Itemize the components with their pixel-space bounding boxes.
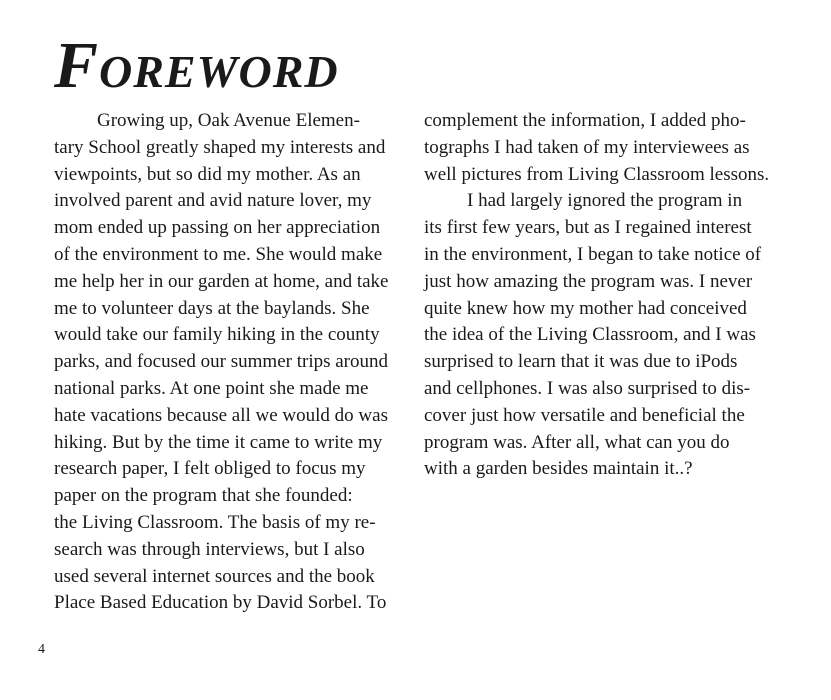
text-line: Place Based Education by David Sorbel. To: [54, 592, 387, 614]
text-line: me help her in our garden at home, and take: [54, 270, 389, 292]
text-line: paper on the program that she founded:: [54, 485, 353, 507]
text-line: search was through interviews, but I also: [54, 538, 365, 560]
text-line: mom ended up passing on her appreciation: [54, 217, 381, 239]
text-line: in the environment, I began to take notice of: [424, 243, 762, 265]
page-title: Foreword: [54, 29, 339, 102]
text-line: its first few years, but as I regained interest: [424, 217, 752, 239]
text-line: tographs I had taken of my interviewees as: [424, 136, 750, 158]
text-line: me to volunteer days at the baylands. She: [54, 297, 370, 319]
text-line: parks, and focused our summer trips around: [54, 351, 389, 373]
text-line: tary School greatly shaped my interests and: [54, 136, 386, 158]
text-line: the Living Classroom. The basis of my re-: [54, 511, 376, 533]
right-column: [424, 108, 780, 483]
page-number: 4: [38, 642, 45, 657]
text-line: well pictures from Living Classroom lessons.: [424, 163, 770, 185]
left-column: [54, 108, 406, 617]
text-line: national parks. At one point she made me: [54, 377, 369, 399]
text-line: hiking. But by the time it came to write my: [54, 431, 383, 453]
text-line: involved parent and avid nature lover, my: [54, 190, 372, 212]
text-line: with a garden besides maintain it..?: [424, 458, 693, 480]
text-line: just how amazing the program was. I never: [424, 270, 753, 292]
text-line: the idea of the Living Classroom, and I was: [424, 324, 756, 346]
text-line: and cellphones. I was also surprised to dis-: [424, 377, 751, 399]
text-line: of the environment to me. She would make: [54, 243, 383, 265]
text-line: Growing up, Oak Avenue Elemen-: [97, 110, 360, 131]
text-line: used several internet sources and the book: [54, 565, 375, 587]
text-line: quite knew how my mother had conceived: [424, 297, 747, 319]
text-line: program was. After all, what can you do: [424, 431, 730, 453]
text-line: hate vacations because all we would do was: [54, 404, 388, 426]
text-line: surprised to learn that it was due to iPods: [424, 351, 738, 373]
text-line: cover just how versatile and beneficial the: [424, 404, 745, 426]
text-line: research paper, I felt obliged to focus my: [54, 458, 366, 480]
text-line: complement the information, I added pho-: [424, 110, 746, 131]
text-line: viewpoints, but so did my mother. As an: [54, 163, 361, 185]
text-line: would take our family hiking in the county: [54, 324, 380, 346]
text-line: I had largely ignored the program in: [467, 190, 743, 212]
